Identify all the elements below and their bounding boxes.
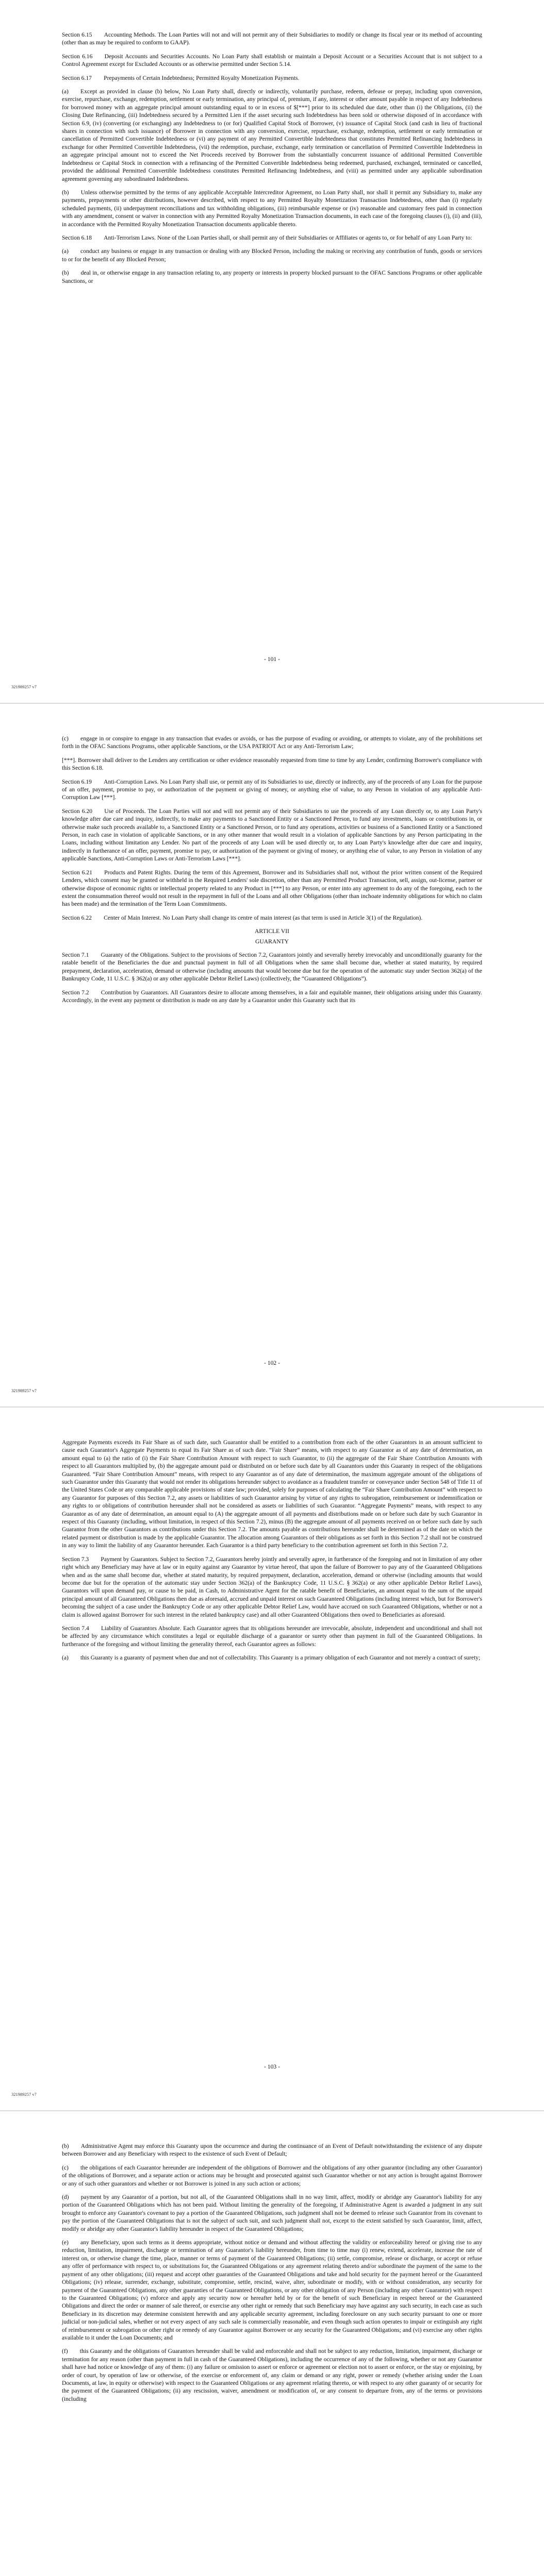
page-101 [0, 0, 544, 703]
page-103 [0, 1408, 544, 2111]
section-6-17-a: (a) Except as provided in clause (b) below, No Loan Party shall, directly or indirectly, voluntarily purchase, redeem, defease or prepay, including upon conversion, exercise, repurchase, exchange, redemption, settlement or early termination, any principal of, premium, if any, interest or other amount payable in respect of any Indebtedness for borrowed money with an aggregate principal amount outstanding equal to or in excess of $[***] prior to its scheduled due date, other than (i) the Obligations, (ii) the Closing Date Refinancing, (iii) Indebtedness secured by a Permitted Lien if the asset securing such Indebtedness has been sold or otherwise disposed of in accordance with Section 6.9, (iv) (converting (or exchanging) any Indebtedness to (or for) Qualified Capital Stock of Borrower, (v) issuance of Capital Stock (and cash in lieu of fractional shares in connection with such issuance) of Borrower in connection with any conversion, exercise, repurchase, exchange, redemption, settlement or early termination or cancellation of Permitted Convertible Indebtedness or (vi) any payment of any Permitted Convertible Indebtedness that constitutes Permitted Refinancing Indebtedness in exchange for other Permitted Convertible Indebtedness, (vii) the redemption, purchase, exchange, early termination or cancellation of Permitted Convertible Indebtedness in an aggregate principal amount not to exceed the Net Proceeds received by Borrower from the substantially concurrent issuance of additional Permitted Convertible Indebtedness or Capital Stock in connection with a refinancing of the Permitted Convertible Indebtedness being redeemed, purchased, exchanged, terminated or cancelled, provided the additional Permitted Convertible Indebtedness constitutes Permitted Refinancing Indebtedness, and (viii) as permitted under any applicable subordination agreement governing any subordinated Indebtedness. [62, 88, 482, 182]
section-7-4-f: (f) this Guaranty and the obligations of Guarantors hereunder shall be valid and enforceable and shall not be subject to any reduction, limitation, impairment, discharge or termination for any reason (other than payment in full in cash of the Guaranteed Obligations), including the occurrence of any of the following, whether or not any Guarantor shall have had notice or knowledge of any of them: (i) any failure or omission to assert or enforce or agreement or election not to assert or enforce, or the stay or enjoining, by order of court, by operation of law or otherwise, of the exercise or enforcement of, any claim or demand or any right, power or remedy (whether arising under the Loan Documents, at law, in equity or otherwise) with respect to the Guaranteed Obligations or any agreement relating thereto, or with respect to any other guaranty of or security for the payment of the Guaranteed Obligations; (ii) any rescission, waiver, amendment or modification of, or any consent to departure from, any of the terms or provisions (including [62, 2348, 482, 2402]
section-6-18-a: (a) conduct any business or engage in any transaction or dealing with any Blocked Person, including the making or receiving any contribution of funds, goods or services to or for the benefit of any Blocked Person; [62, 248, 482, 263]
section-6-21: Section 6.21 Products and Patent Rights. During the term of this Agreement, Borrower and its Subsidiaries shall not, without the prior written consent of the Required Lenders, which consent may be granted or withheld in the Required Lenders' sole discretion, other than any Permitted Product Transaction, sell, assign, out-license, partner or otherwise dispose of economic rights or intellectual property related to any Product in [***] to any Person, or enter into any agreement to do any of the foregoing, each to the extent the consummation thereof would not result in the repayment in full of the Loans and all other Obligations (other than inchoate indemnity obligations for which no claim has been made) and the termination of the Term Loan Commitments. [62, 869, 482, 908]
document-id: 321989257 v7 [11, 2092, 37, 2097]
section-6-20: Section 6.20 Use of Proceeds. The Loan Parties will not and will not permit any of their Subsidiaries to use the proceeds of any Loan directly or, to any Loan Party's knowledge after due care and inquiry, indirectly, to make any payments to a Sanctioned Entity or a Sanctioned Person, to fund any investments, loans or contributions in, or otherwise make such proceeds available to, a Sanctioned Entity or a Sanctioned Person, or to fund any operations, activities or business of a Sanctioned Entity or a Sanctioned Person, in each case in violation of applicable Sanctions, or in any other manner that would result in a violation of applicable Sanctions by any Person participating in the Loans, including without limitation any Lender. No part of the proceeds of any Loan will be used directly or, to any Loan Party's knowledge after due care and inquiry, indirectly in furtherance of an offer, payment, promise to pay, or authorization of the payment or giving of money, or anything else of value, to any Person in violation of any applicable Sanctions, Anti-Corruption Laws or Anti-Terrorism Laws [***]. [62, 807, 482, 862]
article-heading: ARTICLE VII [254, 928, 290, 935]
section-7-1: Section 7.1 Guaranty of the Obligations. Subject to the provisions of Section 7.2, Guarantors jointly and severally hereby irrevocably and unconditionally guaranty for the ratable benefit of the Beneficiaries the due and punctual payment in full of all Obligations when the same shall become due, whether at stated maturity, by required prepayment, declaration, acceleration, demand or otherwise (including amounts that would become due but for the operation of the automatic stay under Section 362(a) of the Bankruptcy Code, 11 U.S.C. § 362(a) or any other applicable Debtor Relief Laws) (collectively, the “Guaranteed Obligations”). [62, 951, 482, 982]
page-body [62, 735, 482, 1010]
page-102 [0, 704, 544, 1407]
section-7-4: Section 7.4 Liability of Guarantors Absolute. Each Guarantor agrees that its obligations hereunder are irrevocable, absolute, independent and unconditional and shall not be affected by any circumstance which constitutes a legal or equitable discharge of a guarantor or surety other than payment in full of the Guaranteed Obligations. In furtherance of the foregoing and without limiting the generality thereof, each Guarantor agrees as follows: [62, 1624, 482, 1648]
section-6-22: Section 6.22 Center of Main Interest. No Loan Party shall change its centre of main interest (as that term is used in Article 3(1) of the Regulation). [62, 914, 423, 921]
page-body [62, 31, 482, 291]
section-6-18-certification: [***]. Borrower shall deliver to the Lenders any certification or other evidence reasonably requested from time to time by any Lender, confirming Borrower's compliance with this Section 6.18. [62, 756, 482, 772]
section-7-4-d: (d) payment by any Guarantor of a portion, but not all, of the Guaranteed Obligations shall in no way limit, affect, modify or abridge any Guarantor's liability for any portion of the Guaranteed Obligations which has not been paid. Without limiting the generality of the foregoing, if Administrative Agent is awarded a judgment in any suit brought to enforce any Guarantor's covenant to pay a portion of the Guaranteed Obligations, such judgment shall not be deemed to release such Guarantor from its covenant to pay the portion of the Guaranteed Obligations that is not the subject of such suit, and such judgment shall not, except to the extent satisfied by such Guarantor, limit, affect, modify or abridge any other Guarantor's liability hereunder in respect of the Guaranteed Obligations; [62, 2194, 482, 2232]
section-6-16: Section 6.16 Deposit Accounts and Securities Accounts. No Loan Party shall establish or maintain a Deposit Account or a Securities Account that is not subject to a Control Agreement except for Excluded Accounts or as otherwise permitted under Section 5.14. [62, 53, 482, 68]
section-6-19: Section 6.19 Anti-Corruption Laws. No Loan Party shall use, or permit any of its Subsidiaries to use, directly or indirectly, any of the proceeds of any Loan for the purpose of an offer, payment, promise to pay, or authorization of the payment or giving of money, or anything else of value, to any Person in violation of any applicable Anti-Corruption Law [***]. [62, 778, 482, 801]
page-body [62, 1438, 482, 1668]
document-id: 321989257 v7 [11, 1388, 37, 1393]
section-7-2: Section 7.2 Contribution by Guarantors. All Guarantors desire to allocate among themselves, in a fair and equitable manner, their obligations arising under this Guaranty. Accordingly, in the event any payment or distribution is made on any date by a Guarantor under this Guaranty such that its [62, 989, 482, 1004]
section-7-4-a: (a) this Guaranty is a guaranty of payment when due and not of collectability. This Guaranty is a primary obligation of each Guarantor and not merely a contract of surety; [62, 1654, 481, 1662]
section-7-2-continued: Aggregate Payments exceeds its Fair Share as of such date, such Guarantor shall be entitled to a contribution from each of the other Guarantors in an amount sufficient to cause each Guarantor's Aggregate Payments to equal its Fair Share as of such date. “Fair Share” means, with respect to any Guarantor as of any date of determination, an amount equal to (a) the ratio of (i) the Fair Share Contribution Amount with respect to such Guarantor, to (ii) the aggregate of the Fair Share Contribution Amounts with respect to all Guarantors multiplied by, (b) the aggregate amount paid or distributed on or before such date by all Guarantors under this Guaranty in respect of the obligations Guaranteed. “Fair Share Contribution Amount” means, with respect to any Guarantor as of any date of determination, the maximum aggregate amount of the obligations of such Guarantor under this Guaranty that would not render its obligations hereunder subject to avoidance as a fraudulent transfer or conveyance under Section 548 of Title 11 of the United States Code or any comparable applicable provisions of state law; provided, solely for purposes of calculating the “Fair Share Contribution Amount” with respect to any Guarantor for purposes of this Section 7.2, any assets or liabilities of such Guarantor arising by virtue of any rights to subrogation, reimbursement or indemnification or any rights to or obligations of contribution hereunder shall not be considered as assets or liabilities of such Guarantor. “Aggregate Payments” means, with respect to any Guarantor as of any date of determination, an amount equal to (A) the aggregate amount of all payments and distributions made on or before such date by such Guarantor in respect of this Guaranty (including, without limitation, in respect of this Section 7.2), minus (B) the aggregate amount of all payments received on or before such date by such Guarantor from the other Guarantors as contributions under this Section 7.2. The amounts payable as contributions hereunder shall be determined as of the date on which the related payment or distribution is made by the applicable Guarantor. The allocation among Guarantors of their obligations as set forth in this Section 7.2 shall not be construed in any way to limit the liability of any Guarantor hereunder. Each Guarantor is a third party beneficiary to the contribution agreement set forth in this Section 7.2. [62, 1439, 482, 1549]
page-number: - 101 - [264, 656, 280, 663]
section-6-18-b: (b) deal in, or otherwise engage in any transaction relating to, any property or interests in property blocked pursuant to the OFAC Sanctions Programs or other applicable Sanctions, or [62, 269, 482, 284]
section-6-17: Section 6.17 Prepayments of Certain Indebtedness; Permitted Royalty Monetization Payments. [62, 74, 300, 81]
section-7-4-e: (e) any Beneficiary, upon such terms as it deems appropriate, without notice or demand and without affecting the validity or enforceability hereof or giving rise to any reduction, limitation, impairment, discharge or termination of any Guarantor's liability hereunder, from time to time may (i) renew, extend, accelerate, increase the rate of interest on, or otherwise change the time, place, manner or terms of payment of the Guaranteed Obligations; (ii) settle, compromise, release or discharge, or accept or refuse any offer of performance with respect to, or substitutions for, the Guaranteed Obligations or any agreement relating thereto and/or subordinate the payment of the same to the payment of any other obligations; (iii) request and accept other guaranties of the Guaranteed Obligations and take and hold security for the payment hereof or the Guaranteed Obligations; (iv) release, surrender, exchange, substitute, compromise, settle, rescind, waive, alter, subordinate or modify, with or without consideration, any security for payment of the Guaranteed Obligations, any other guaranties of the Guaranteed Obligations, or any other obligation of any Person (including any other Guarantor) with respect to the Guaranteed Obligations; (v) enforce and apply any security now or hereafter held by or for the benefit of such Beneficiary in respect hereof or the Guaranteed Obligations and direct the order or manner of sale thereof, or exercise any other right or remedy that such Beneficiary may have against any such security, in each case as such Beneficiary in its discretion may determine consistent herewith and any applicable security agreement, including foreclosure on any such security pursuant to one or more judicial or non-judicial sales, whether or not every aspect of any such sale is commercially reasonable, and even though such action operates to impair or extinguish any right of reimbursement or subrogation or other right or remedy of any Guarantor against Borrower or any security for the Guaranteed Obligations; and (vi) exercise any other rights available to it under the Loan Documents; and [62, 2239, 482, 2341]
section-7-3: Section 7.3 Payment by Guarantors. Subject to Section 7.2, Guarantors hereby jointly and severally agree, in furtherance of the foregoing and not in limitation of any other right which any Beneficiary may have at law or in equity against any Guarantor by virtue hereof, that upon the failure of Borrower to pay any of the Guaranteed Obligations when and as the same shall become due, whether at stated maturity, by required prepayment, declaration, acceleration, demand or otherwise (including amounts that would become due but for the operation of the automatic stay under Section 362(a) of the Bankruptcy Code, 11 U.S.C. § 362(a) or any other applicable Debtor Relief Laws), Guarantors will upon demand pay, or cause to be paid, in Cash, to Administrative Agent for the ratable benefit of Beneficiaries, an amount equal to the sum of the unpaid principal amount of all Guaranteed Obligations then due as aforesaid, accrued and unpaid interest on such Guaranteed Obligations (including interest which, but for Borrower's becoming the subject of a case under the Bankruptcy Code or any other applicable Debtor Relief Law, would have accrued on such Guaranteed Obligations, whether or not a claim is allowed against Borrower for such interest in the related bankruptcy case) and all other Guaranteed Obligations then owed to Beneficiaries as aforesaid. [62, 1555, 482, 1618]
page-body [62, 2142, 482, 2409]
article-title: GUARANTY [255, 938, 289, 945]
document-id: 321989257 v7 [11, 684, 37, 689]
section-6-18: Section 6.18 Anti-Terrorism Laws. None of the Loan Parties shall, or shall permit any of their Subsidiaries or Affiliates or agents to, or for behalf of any Loan Party to: [62, 234, 472, 241]
page-number: - 103 - [264, 2063, 280, 2070]
section-6-15: Section 6.15 Accounting Methods. The Loan Parties will not and will not permit any of their Subsidiaries to modify or change its fiscal year or its method of accounting (other than as may be required to conform to GAAP). [62, 31, 482, 46]
section-7-4-b: (b) Administrative Agent may enforce this Guaranty upon the occurrence and during the continuance of an Event of Default notwithstanding the existence of any dispute between Borrower and any Beneficiary with respect to the existence of such Event of Default; [62, 2143, 482, 2158]
section-6-17-b: (b) Unless otherwise permitted by the terms of any applicable Acceptable Intercreditor Agreement, no Loan Party shall, nor shall it permit any Subsidiary to, make any payments, prepayments or other distributions, however described, with respect to any Permitted Royalty Monetization Transaction Indebtedness, other than (i) regularly scheduled payments, (ii) underpayment reconciliations and tax withholding obligations, (iii) reimbursable expense or (iv) reasonable and customary fees paid in connection with any amendment, consent or waiver in connection with any Permitted Royalty Monetization Transaction documents, in each case of the foregoing clauses (i), (ii) and (iii), in accordance with the Permitted Royalty Monetization Transaction documents applicable thereto. [62, 189, 482, 228]
page-number: - 102 - [264, 1360, 280, 1366]
page-104 [0, 2111, 544, 2576]
section-7-4-c: (c) the obligations of each Guarantor hereunder are independent of the obligations of Borrower and the obligations of any other guarantor (including any other Guarantor) of the obligations of Borrower, and a separate action or actions may be brought and prosecuted against such Guarantor whether or not any action is brought against Borrower or any of such other guarantors and whether or not Borrower is joined in any such action or actions; [62, 2164, 482, 2187]
section-6-18-c: (c) engage in or conspire to engage in any transaction that evades or avoids, or has the purpose of evading or avoiding, or attempts to violate, any of the prohibitions set forth in the OFAC Sanctions Programs, other applicable Sanctions, or the USA PATRIOT Act or any Anti-Terrorism Law; [62, 735, 482, 750]
